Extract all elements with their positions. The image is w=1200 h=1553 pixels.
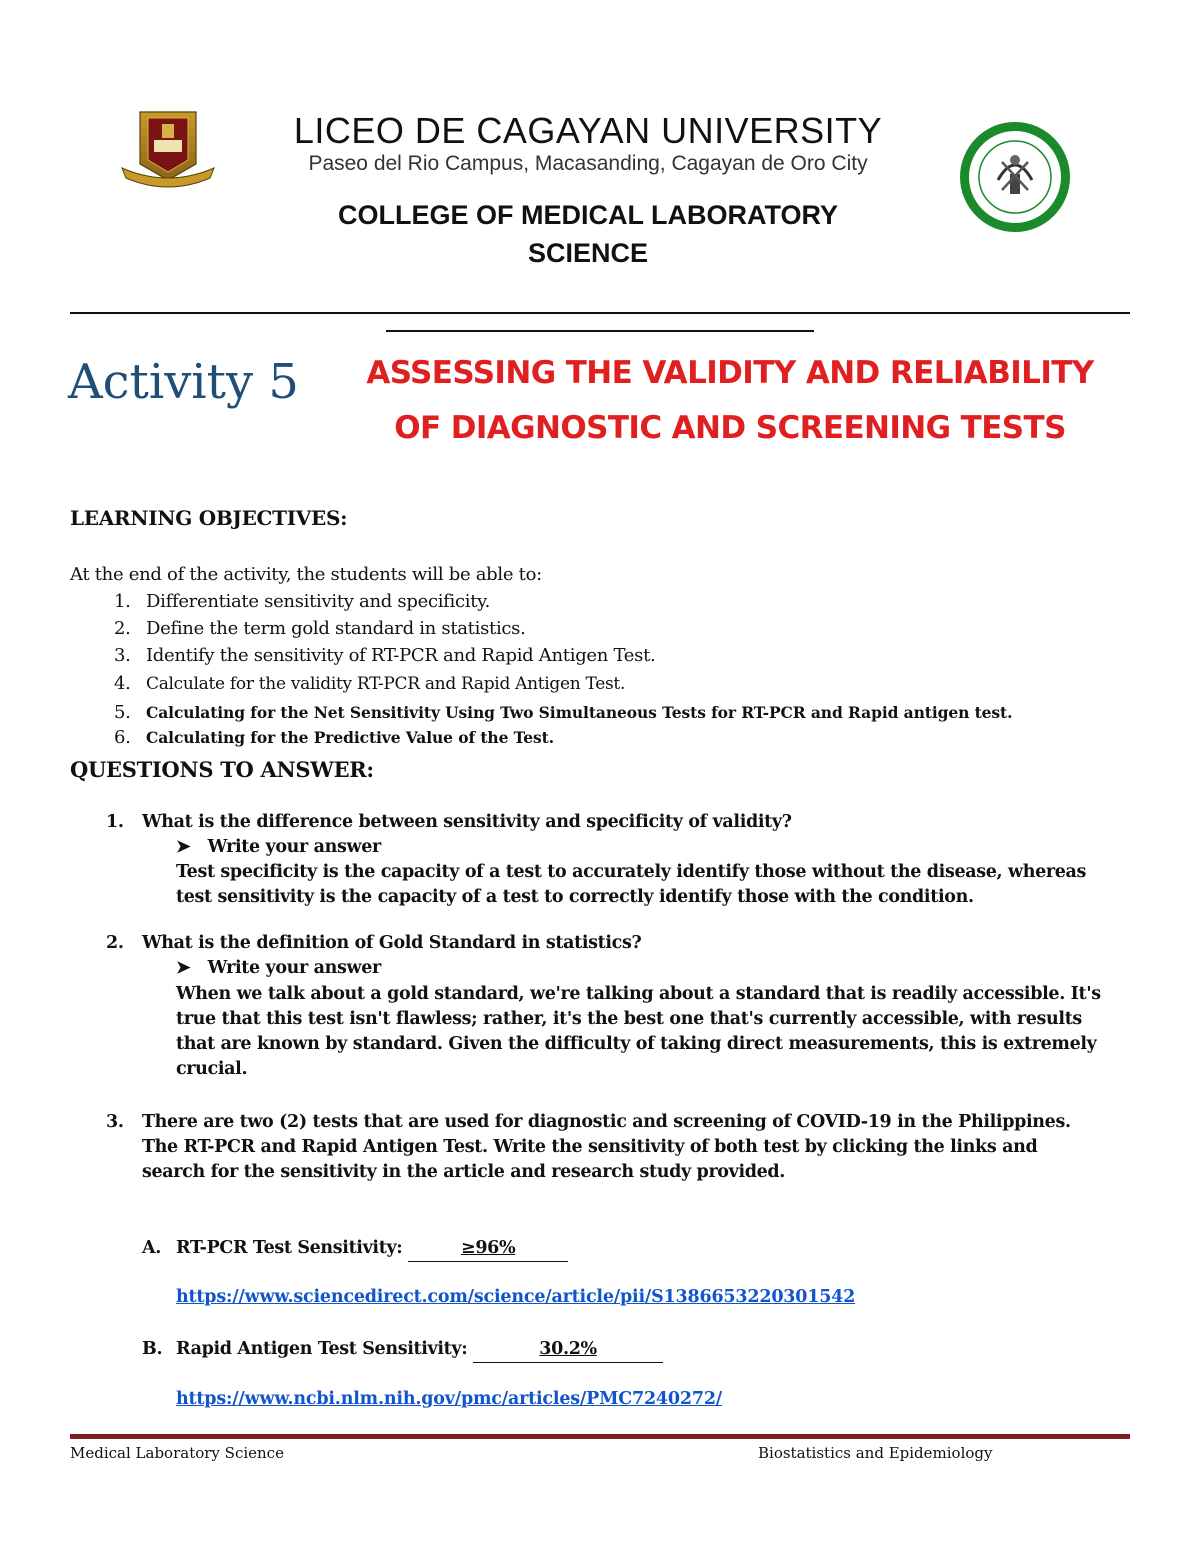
answer-text: Test specificity is the capacity of a test to accurately identify those without the disease, whereas — [176, 862, 1087, 882]
objective-num: 5. — [114, 702, 131, 723]
activity-title-line1: ASSESSING THE VALIDITY AND RELIABILITY — [366, 355, 1094, 391]
objectives-intro: At the end of the activity, the students will be able to: — [70, 564, 542, 585]
objectives-heading: LEARNING OBJECTIVES: — [70, 506, 348, 530]
university-name: LICEO DE CAGAYAN UNIVERSITY — [293, 110, 883, 151]
prompt-text: Write your answer — [207, 837, 381, 857]
question-text: There are two (2) tests that are used for diagnostic and screening of COVID-19 in the Philippines. — [142, 1112, 1071, 1132]
question-1 — [106, 810, 792, 835]
objective-num: 6. — [114, 727, 131, 748]
activity-title-line2: OF DIAGNOSTIC AND SCREENING TESTS — [394, 410, 1066, 446]
reference-link-b-row — [176, 1389, 722, 1409]
objective-item — [114, 591, 490, 612]
prompt-text: Write your answer — [207, 958, 381, 978]
reference-link-a-row — [176, 1287, 855, 1307]
sensitivity-item-a — [142, 1236, 568, 1262]
answer-text: test sensitivity is the capacity of a test to correctly identify those with the condition. — [176, 887, 974, 907]
question-num: 3. — [106, 1112, 124, 1132]
objective-text: Identify the sensitivity of RT-PCR and Rapid Antigen Test. — [146, 645, 656, 666]
college-name-line2: SCIENCE — [527, 238, 649, 268]
question-text: search for the sensitivity in the article and research study provided. — [142, 1162, 786, 1182]
question-text: What is the definition of Gold Standard in statistics? — [142, 933, 642, 953]
reference-link[interactable]: https://www.ncbi.nlm.nih.gov/pmc/articles/PMC7240272/ — [176, 1389, 722, 1409]
answer-text: crucial. — [176, 1059, 248, 1079]
question-num: 2. — [106, 933, 124, 953]
objective-num: 1. — [114, 591, 131, 612]
answer-text: When we talk about a gold standard, we're talking about a standard that is readily accessible. It's — [176, 984, 1101, 1004]
answer-prompt — [176, 956, 381, 981]
objective-item — [114, 618, 526, 639]
arrow-bullet-icon: ➤ — [176, 958, 191, 978]
sensitivity-value-field — [473, 1337, 663, 1363]
objective-text: Calculating for the Predictive Value of the Test. — [146, 728, 555, 747]
sensitivity-value: 30.2% — [539, 1339, 597, 1359]
footer-divider — [70, 1434, 1130, 1439]
sensitivity-value: ≥96% — [461, 1238, 516, 1258]
answer-prompt — [176, 835, 381, 860]
objective-text: Define the term gold standard in statistics. — [146, 618, 526, 639]
questions-heading: QUESTIONS TO ANSWER: — [70, 757, 374, 782]
activity-label: Activity 5 — [68, 354, 299, 410]
answer-text: that are known by standard. Given the difficulty of taking direct measurements, this is extremely — [176, 1034, 1097, 1054]
question-text: What is the difference between sensitivity and specificity of validity? — [142, 812, 792, 832]
objective-num: 4. — [114, 673, 131, 694]
question-2 — [106, 931, 641, 956]
item-label: RT-PCR Test Sensitivity: — [176, 1238, 403, 1258]
objective-text: Differentiate sensitivity and specificity. — [146, 591, 491, 612]
question-num: 1. — [106, 812, 124, 832]
objective-item — [114, 673, 625, 694]
objective-item — [114, 702, 1012, 723]
sensitivity-value-field — [408, 1236, 568, 1262]
question-3 — [106, 1110, 1071, 1135]
arrow-bullet-icon: ➤ — [176, 837, 191, 857]
footer-left-text: Medical Laboratory Science — [70, 1444, 284, 1462]
item-letter: B. — [142, 1339, 163, 1359]
question-text: The RT-PCR and Rapid Antigen Test. Write the sensitivity of both test by clicking the links and — [142, 1137, 1038, 1157]
sensitivity-item-b — [142, 1337, 663, 1363]
college-name-line1: COLLEGE OF MEDICAL LABORATORY — [337, 200, 838, 230]
campus-address: Paseo del Rio Campus, Macasanding, Cagayan de Oro City — [308, 152, 868, 175]
reference-link[interactable]: https://www.sciencedirect.com/science/article/pii/S1386653220301542 — [176, 1287, 856, 1307]
item-label: Rapid Antigen Test Sensitivity: — [176, 1339, 468, 1359]
objective-text: Calculating for the Net Sensitivity Using Two Simultaneous Tests for RT-PCR and Rapid antigen test. — [146, 703, 1013, 722]
objective-text: Calculate for the validity RT-PCR and Rapid Antigen Test. — [146, 674, 626, 694]
objective-item — [114, 727, 554, 748]
objective-num: 2. — [114, 618, 131, 639]
header-short-divider — [386, 330, 814, 332]
objective-num: 3. — [114, 645, 131, 666]
item-letter: A. — [142, 1238, 161, 1258]
answer-text: true that this test isn't flawless; rather, it's the best one that's currently accessible, with results — [176, 1009, 1082, 1029]
objective-item — [114, 645, 655, 666]
footer-right-text: Biostatistics and Epidemiology — [758, 1444, 993, 1462]
header-divider — [70, 312, 1130, 314]
